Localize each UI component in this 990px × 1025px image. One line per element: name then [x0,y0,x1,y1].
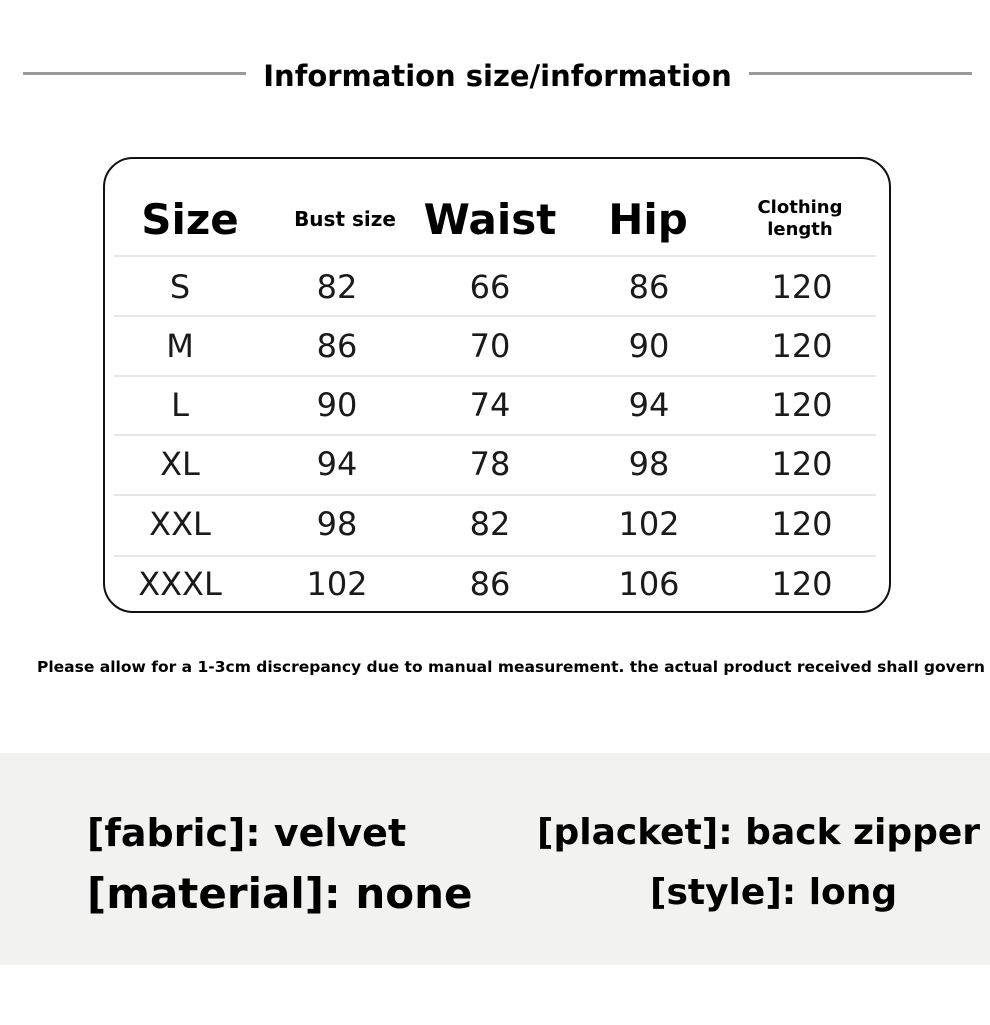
bust-cell: 98 [316,505,358,543]
length-cell: 120 [771,327,833,365]
title-divider-left [23,72,246,75]
size-cell: XL [160,445,200,483]
waist-cell: 86 [469,565,511,603]
placket-info: [placket]: back zipper [537,812,981,853]
header-size: Size [141,194,239,244]
length-cell: 120 [771,268,833,306]
bust-cell: 102 [306,565,368,603]
material-info: [material]: none [87,869,473,918]
size-cell: XXXL [138,565,222,603]
row-divider [114,255,876,257]
size-cell: L [171,386,189,424]
hip-cell: 106 [618,565,680,603]
length-cell: 120 [771,505,833,543]
hip-cell: 102 [618,505,680,543]
title-divider-right [749,72,972,75]
size-cell: XXL [149,505,211,543]
header-waist: Waist [423,194,557,244]
header-bust: Bust size [294,207,396,231]
page-title: Information size/information [263,59,732,93]
waist-cell: 78 [469,445,511,483]
size-table [103,157,891,613]
size-cell: M [166,327,194,365]
bust-cell: 86 [316,327,358,365]
hip-cell: 90 [628,327,670,365]
title-row [0,50,990,102]
length-cell: 120 [771,565,833,603]
size-cell: S [169,268,191,306]
bust-cell: 94 [316,445,358,483]
hip-cell: 98 [628,445,670,483]
header-hip: Hip [608,194,688,244]
header-clothing-length: Clothing length [757,197,843,240]
style-info: [style]: long [650,872,898,913]
hip-cell: 86 [628,268,670,306]
bust-cell: 82 [316,268,358,306]
hip-cell: 94 [628,386,670,424]
waist-cell: 74 [469,386,511,424]
bust-cell: 90 [316,386,358,424]
length-cell: 120 [771,445,833,483]
waist-cell: 70 [469,327,511,365]
fabric-info: [fabric]: velvet [87,811,407,855]
product-info-panel [0,753,990,965]
measurement-note: Please allow for a 1-3cm discrepancy due to manual measurement. the actual product received shall govern [37,658,985,676]
waist-cell: 82 [469,505,511,543]
waist-cell: 66 [469,268,511,306]
length-cell: 120 [771,386,833,424]
